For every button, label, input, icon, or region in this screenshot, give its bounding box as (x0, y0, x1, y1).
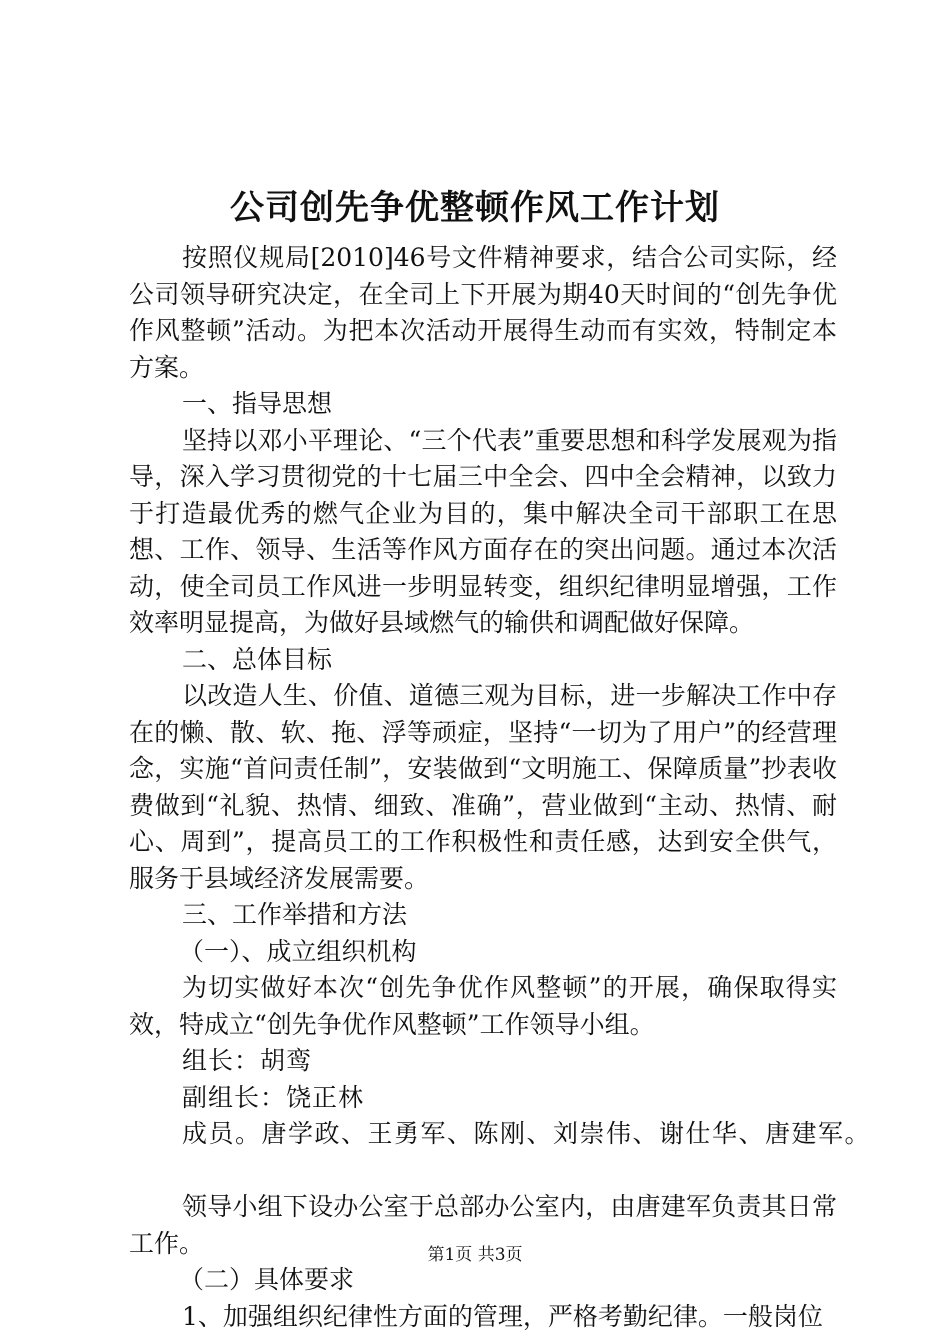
requirement-item-1: 1、加强组织纪律性方面的管理，严格考勤纪律。一般岗位 (182, 1301, 823, 1331)
organization-paragraph: 为切实做好本次“创先争优作风整顿”的开展，确保取得实效，特成立“创先争优作风整顿”工作领导小组。 (129, 973, 837, 1039)
section-heading-measures: 三、工作举措和方法 (182, 900, 408, 929)
intro-paragraph: 按照仪规局[2010]46号文件精神要求，结合公司实际，经公司领导研究决定，在全司上下开展为期40天时间的“创先争优作风整顿”活动。为把本次活动开展得生动而有实效，特制定本方案。 (129, 243, 837, 382)
deputy-leader-line: 副组长：饶正林 (182, 1082, 365, 1112)
guiding-ideology-paragraph: 坚持以邓小平理论、“三个代表”重要思想和科学发展观为指导，深入学习贯彻党的十七届三中全会、四中全会精神，以致力于打造最优秀的燃气企业为目的，集中解决全司干部职工在思想、工作、领导、生活等作风方面存在的突出问题。通过本次活动，使全司员工作风进一步明显转变，组织纪律明显增强，工作效率明显提高，为做好县域燃气的输供和调配做好保障。 (129, 425, 837, 637)
team-leader-line: 组长：胡鸾 (182, 1046, 313, 1075)
section-heading-overall-goal: 二、总体目标 (182, 644, 333, 674)
document-title: 公司创先争优整顿作风工作计划 (230, 188, 720, 228)
subsection-heading-organization: （一）、成立组织机构 (179, 936, 417, 966)
document-body (129, 240, 872, 1335)
office-paragraph: 领导小组下设办公室于总部办公室内，由唐建军负责其日常工作。 (129, 1192, 837, 1258)
overall-goal-paragraph: 以改造人生、价值、道德三观为目标，进一步解决工作中存在的懒、散、软、拖、浮等顽症，坚持“一切为了用户”的经营理念，实施“首问责任制”，安装做到“文明施工、保障质量”抄表收费做到“礼貌、热情、细致、准确”，营业做到“主动、热情、耐心、周到”，提高员工的工作积极性和责任感，达到安全供气，服务于县域经济发展需要。 (129, 681, 837, 893)
members-line: 成员。唐学政、王勇军、陈刚、刘崇伟、谢仕华、唐建军。 (182, 1119, 872, 1148)
section-heading-guiding-ideology: 一、指导思想 (182, 389, 333, 418)
page-footer: 第1页 共3页 (427, 1245, 523, 1265)
subsection-heading-requirements: （二）具体要求 (179, 1265, 355, 1294)
blank-line (129, 1153, 837, 1190)
